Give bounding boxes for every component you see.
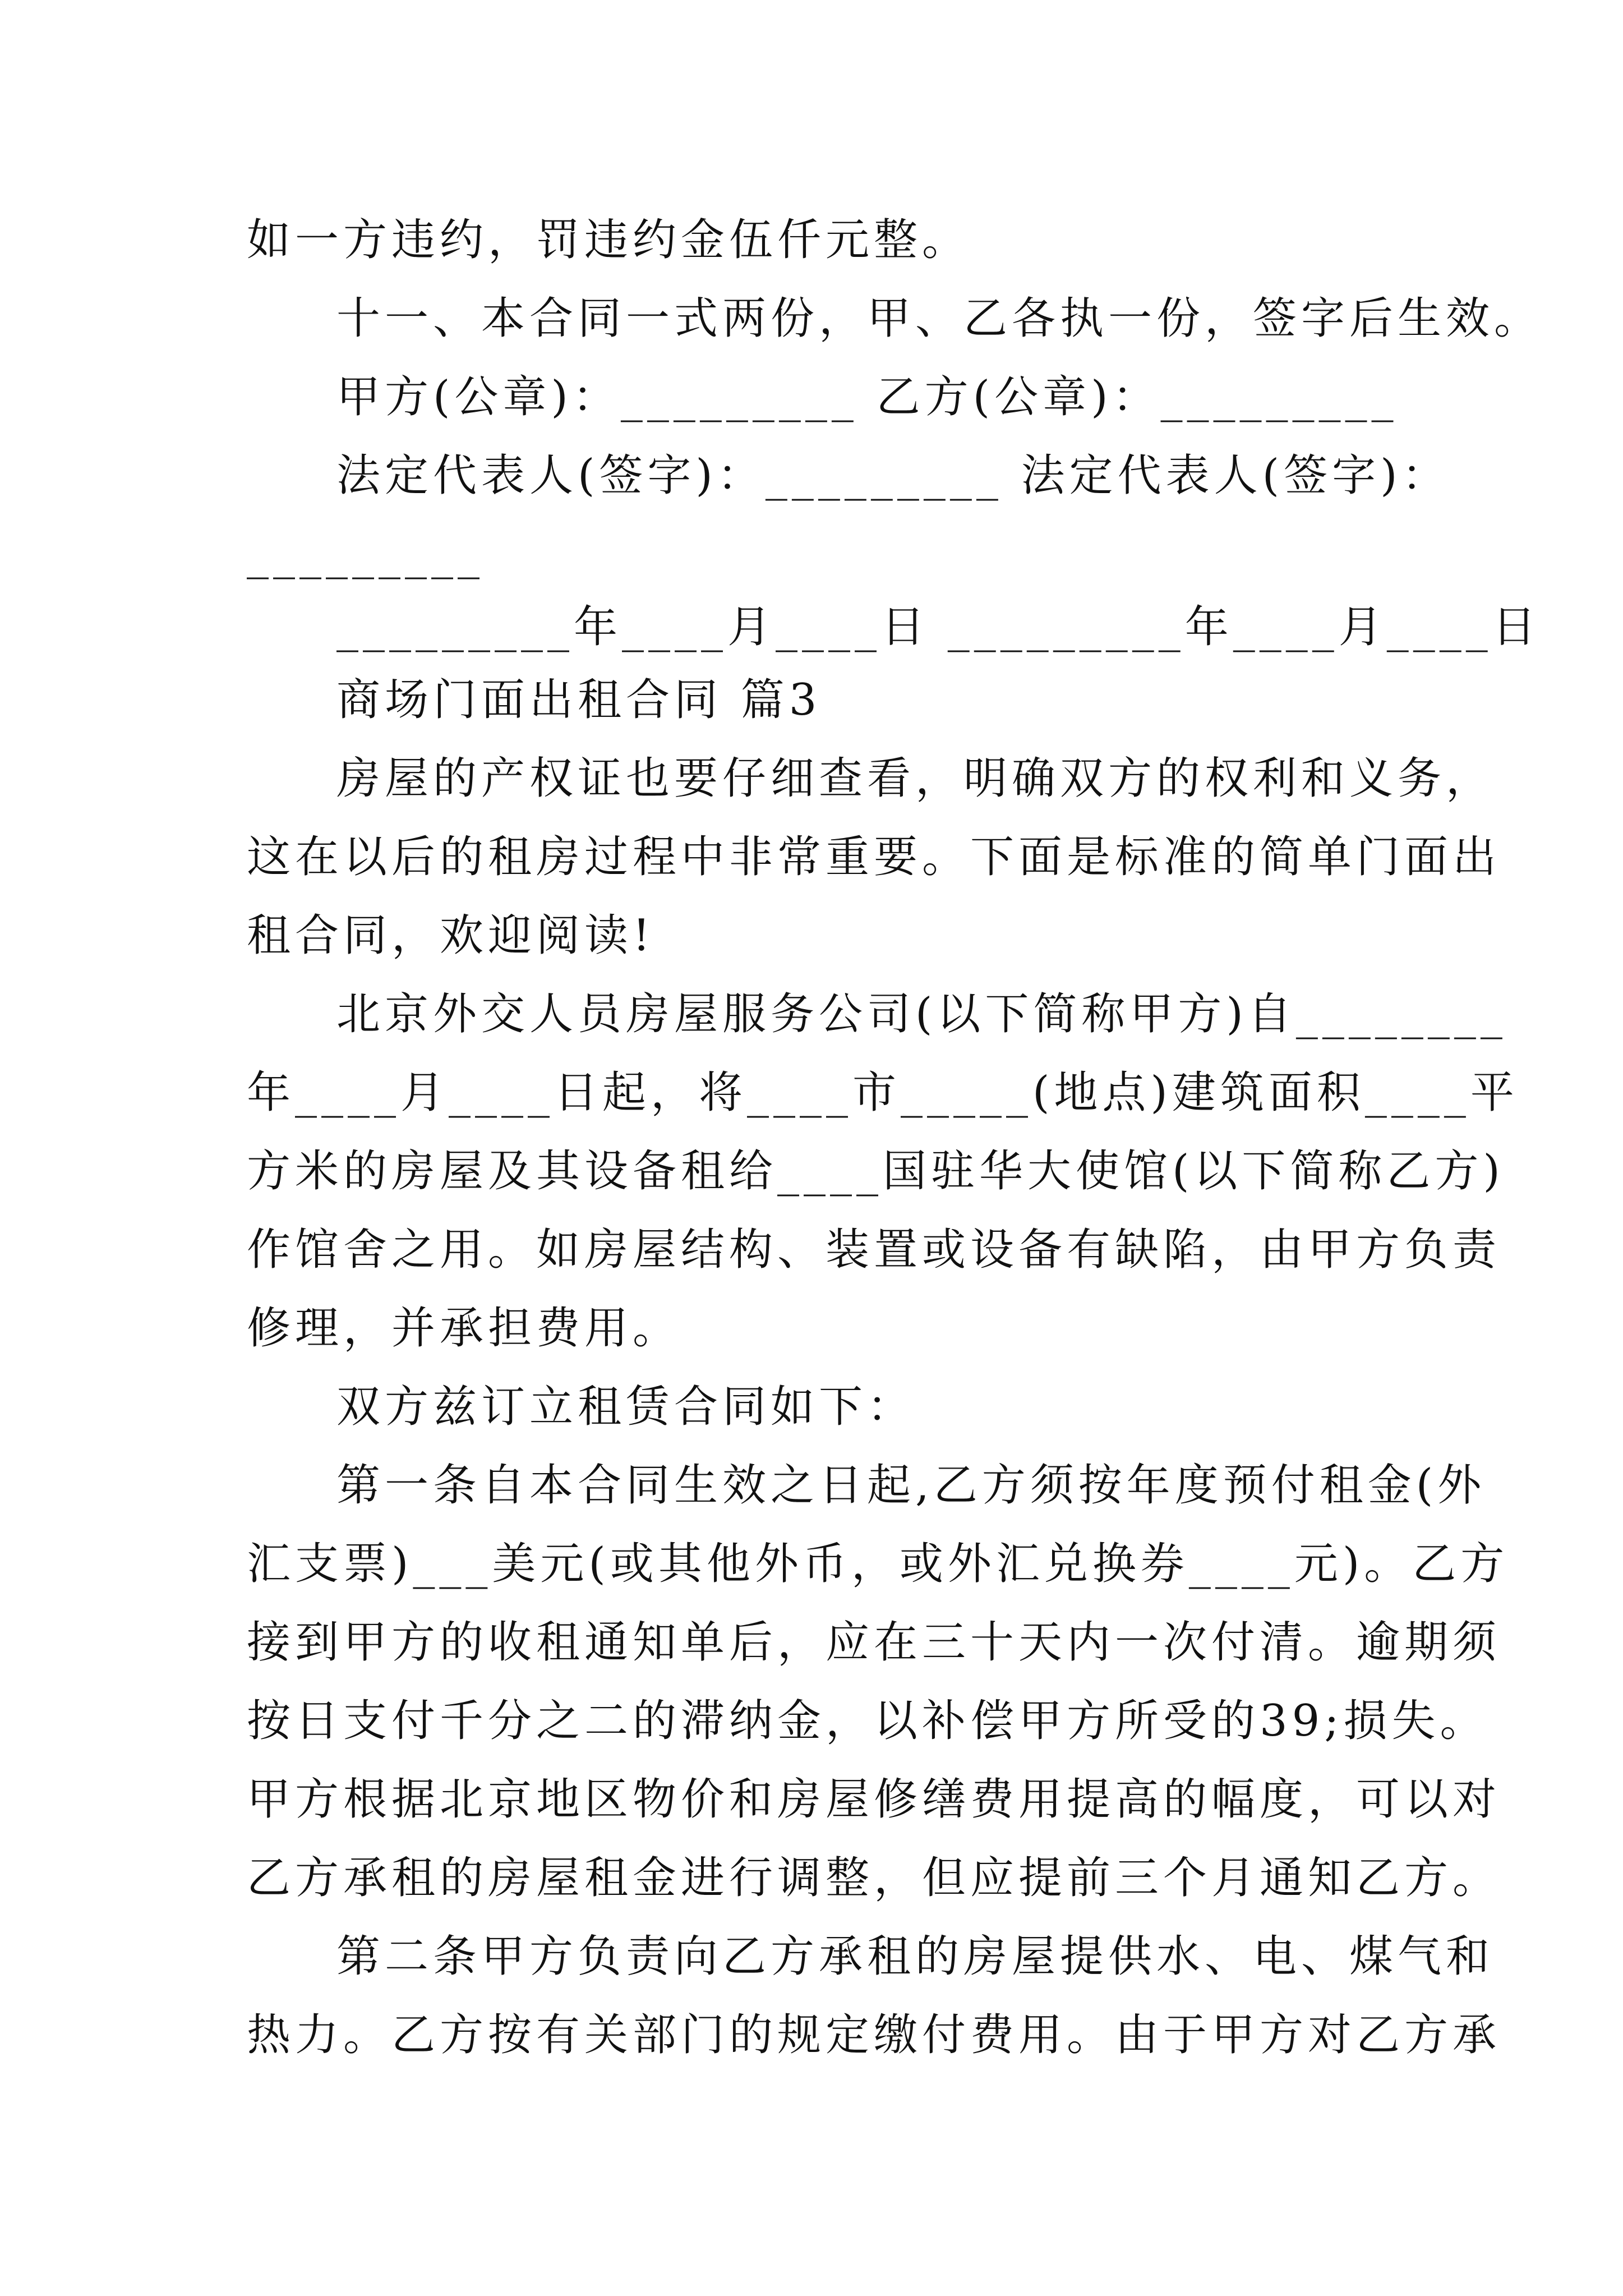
- text-line: 按日支付千分之二的滞纳金，以补偿甲方所受的39;损失。: [247, 1696, 1488, 1746]
- text-line: 第一条自本合同生效之日起,乙方须按年度预付租金(外: [336, 1460, 1486, 1511]
- date-line: _________年____月____日 _________年____月____日: [336, 602, 1541, 652]
- text-line: 如一方违约，罚违约金伍仟元整。: [247, 215, 971, 265]
- text-line: 乙方承租的房屋租金进行调整，但应提前三个月通知乙方。: [247, 1853, 1501, 1903]
- text-line: 修理，并承担费用。: [247, 1303, 681, 1354]
- signature-line-representative: 法定代表人(签字)：_________ 法定代表人(签字)：: [336, 450, 1450, 501]
- text-line: 年____月____日起，将____市_____(地点)建筑面积____平: [247, 1068, 1519, 1118]
- text-line: 这在以后的租房过程中非常重要。下面是标准的简单门面出: [247, 832, 1501, 882]
- signature-blank: _________: [247, 529, 484, 579]
- text-line: 双方兹订立租赁合同如下：: [336, 1382, 916, 1432]
- text-line: 作馆舍之用。如房屋结构、装置或设备有缺陷，由甲方负责: [247, 1225, 1501, 1275]
- text-line: 房屋的产权证也要仔细查看，明确双方的权利和义务，: [336, 753, 1495, 804]
- text-line: 甲方根据北京地区物价和房屋修缮费用提高的幅度，可以对: [247, 1774, 1501, 1825]
- text-line: 北京外交人员房屋服务公司(以下简称甲方)自________: [336, 989, 1507, 1039]
- text-line: 第二条甲方负责向乙方承租的房屋提供水、电、煤气和: [336, 1931, 1495, 1982]
- signature-line-seal: 甲方(公章)：_________ 乙方(公章)：_________: [336, 372, 1398, 422]
- text-line: 热力。乙方按有关部门的规定缴付费用。由于甲方对乙方承: [247, 2010, 1501, 2060]
- text-line: 接到甲方的收租通知单后，应在三十天内一次付清。逾期须: [247, 1617, 1501, 1668]
- text-line: 汇支票)___美元(或其他外币，或外汇兑换券____元)。乙方: [247, 1539, 1509, 1589]
- text-line: 十一、本合同一式两份，甲、乙各执一份，签字后生效。: [336, 293, 1543, 344]
- text-line: 方米的房屋及其设备租给____国驻华大使馆(以下简称乙方): [247, 1146, 1505, 1197]
- section-heading: 商场门面出租合同 篇3: [336, 675, 822, 725]
- text-line: 租合同，欢迎阅读!: [247, 910, 655, 961]
